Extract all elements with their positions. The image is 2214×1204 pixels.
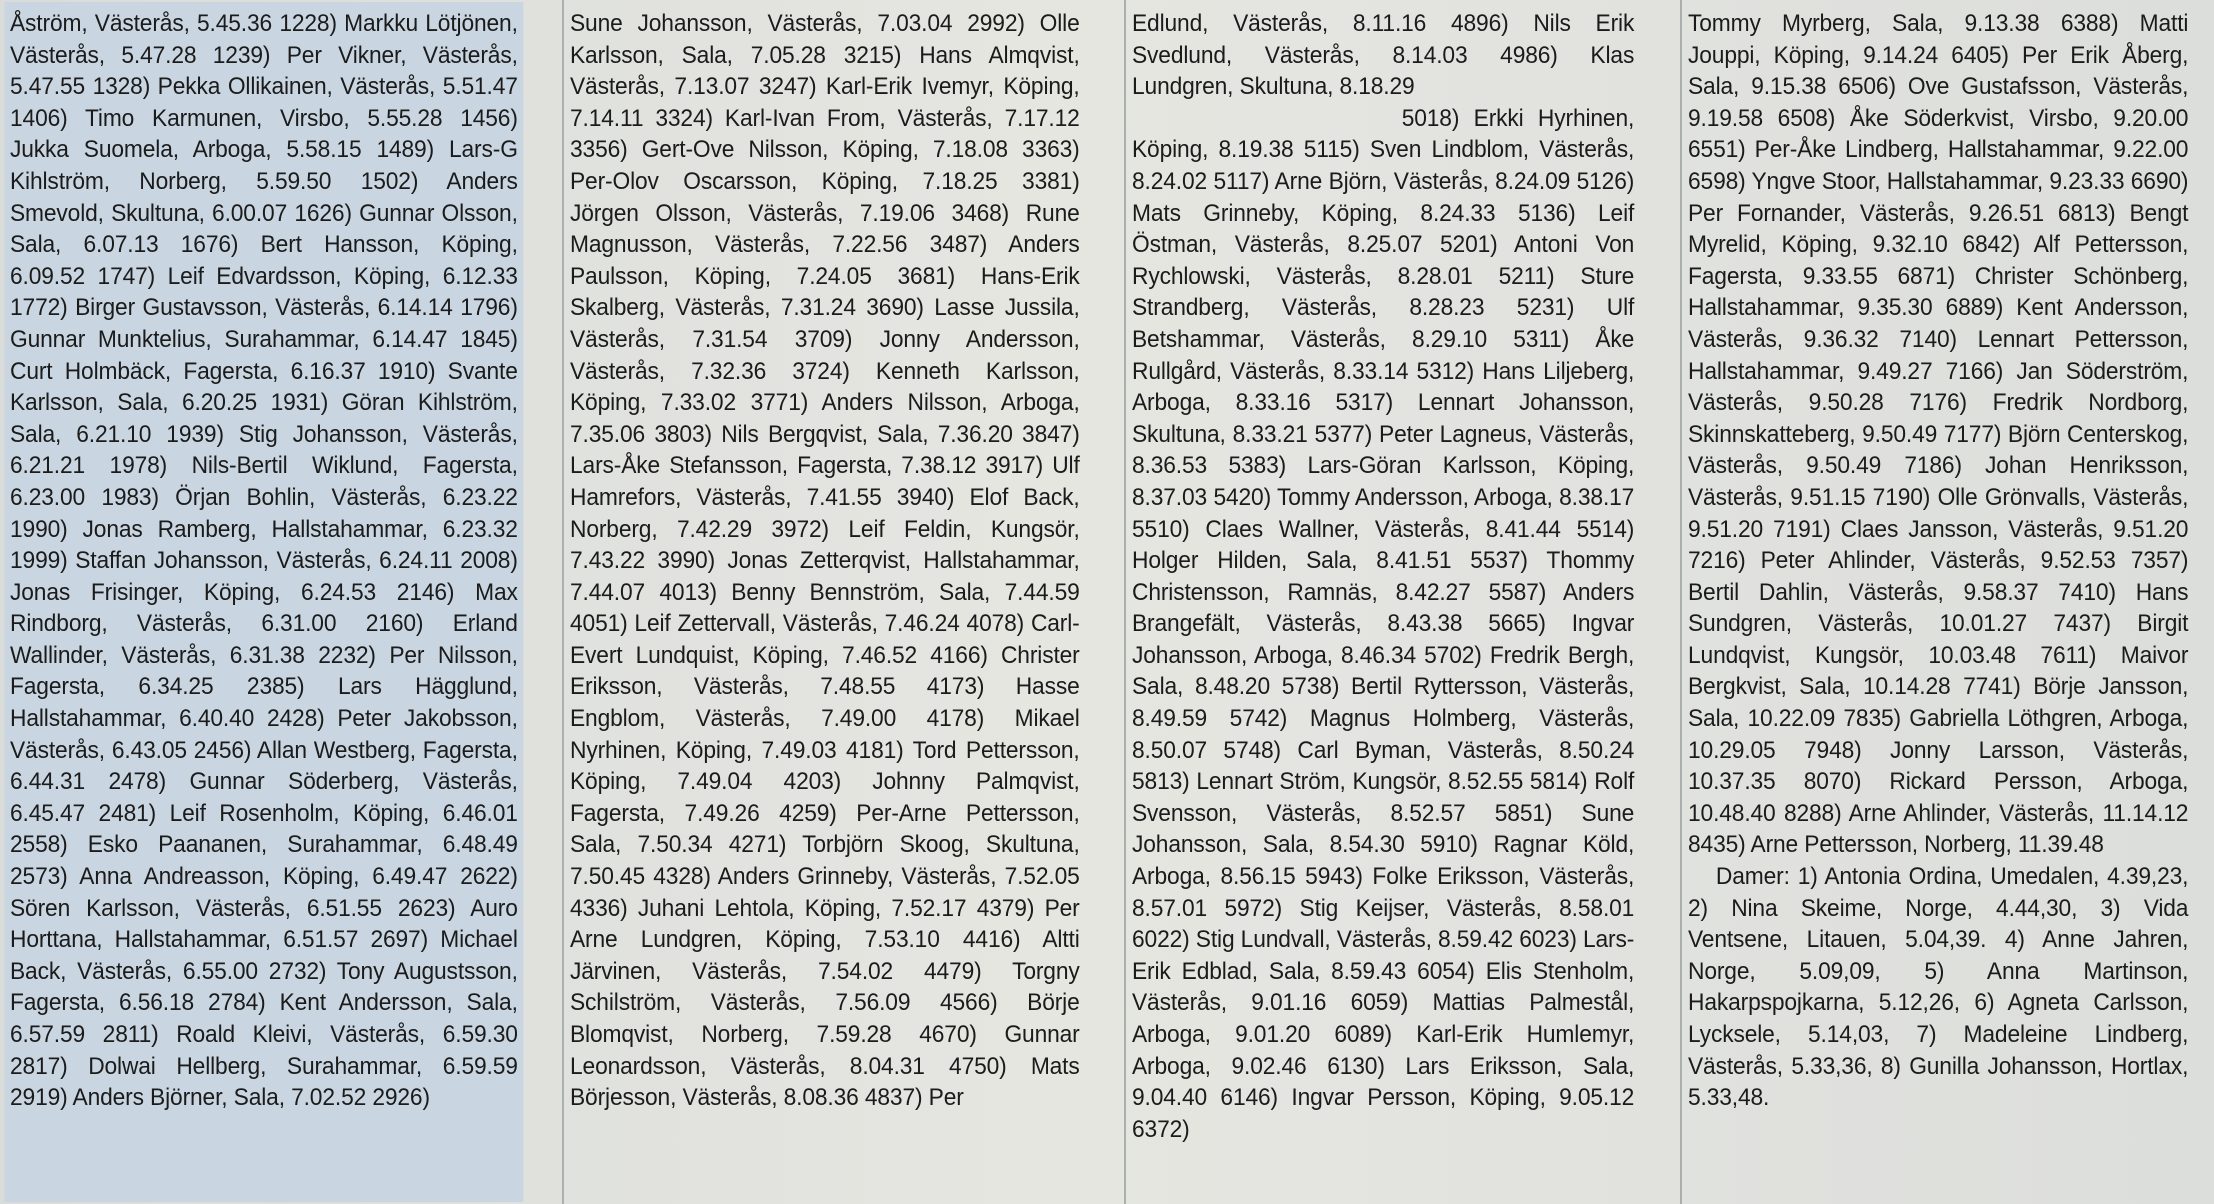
- ladies-results: Damer: 1) Antonia Ordina, Umedalen, 4.39,23, 2) Nina Skeime, Norge, 4.44,30, 3) Vida Ventsene, Litauen, 5.04,39. 4) Anne Jahren, Norge, 5.09,09, 5) Anna Martinson, Hakarpspojkarna, 5.12,26, 6) Agneta Carlsson, Lycksele, 5.14,03, 7) Madeleine Lindberg, Västerås, 5.33,36, 8) Gunilla Johansson, Hortlax, 5.33,48.: [1688, 863, 2189, 1112]
- results-column-3: [1132, 8, 1634, 1196]
- column-divider: [1680, 0, 1682, 1204]
- results-text-2: Sune Johansson, Västerås, 7.03.04 2992) Olle Karlsson, Sala, 7.05.28 3215) Hans Almqvist, Västerås, 7.13.07 3247) Karl-Erik Ivemyr, Köping, 7.14.11 3324) Karl-Ivan From, Västerås, 7.17.12 3356) Gert-Ove Nilsson, Köping, 7.18.08 3363) Per-Olov Oscarsson, Köping, 7.18.25 3381) Jörgen Olsson, Västerås, 7.19.06 3468) Rune Magnusson, Västerås, 7.22.56 3487) Anders Paulsson, Köping, 7.24.05 3681) Hans-Erik Skalberg, Västerås, 7.31.24 3690) Lasse Jussila, Västerås, 7.31.54 3709) Jonny Andersson, Västerås, 7.32.36 3724) Kenneth Karlsson, Köping, 7.33.02 3771) Anders Nilsson, Arboga, 7.35.06 3803) Nils Bergqvist, Sala, 7.36.20 3847) Lars-Åke Stefansson, Fagersta, 7.38.12 3917) Ulf Hamrefors, Västerås, 7.41.55 3940) Elof Back, Norberg, 7.42.29 3972) Leif Feldin, Kungsör, 7.43.22 3990) Jonas Zetterqvist, Hallstahammar, 7.44.07 4013) Benny Bennström, Sala, 7.44.59 4051) Leif Zettervall, Västerås, 7.46.24 4078) Carl-Evert Lundquist, Köping, 7.46.52 4166) Christer Eriksson, Västerås, 7.48.55 4173) Hasse Engblom, Västerås, 7.49.00 4178) Mikael Nyrhinen, Köping, 7.49.03 4181) Tord Pettersson, Köping, 7.49.04 4203) Johnny Palmqvist, Fagersta, 7.49.26 4259) Per-Arne Pettersson, Sala, 7.50.34 4271) Torbjörn Skoog, Skultuna, 7.50.45 4328) Anders Grinneby, Västerås, 7.52.05 4336) Juhani Lehtola, Köping, 7.52.17 4379) Per Arne Lundgren, Köping, 7.53.10 4416) Altti Järvinen, Västerås, 7.54.02 4479) Torgny Schilström, Västerås, 7.56.09 4566) Börje Blomqvist, Norberg, 7.59.28 4670) Gunnar Leonardsson, Västerås, 8.04.31 4750) Mats Börjesson, Västerås, 8.08.36 4837) Per: [570, 10, 1080, 1112]
- results-text-3: 5018) Erkki Hyrhinen, Köping, 8.19.38 5115) Sven Lindblom, Västerås, 8.24.02 5117) Arne Björn, Västerås, 8.24.09 5126) Mats Grinneby, Köping, 8.24.33 5136) Leif Östman, Västerås, 8.25.07 5201) Antoni Von Rychlowski, Västerås, 8.28.01 5211) Sture Strandberg, Västerås, 8.28.23 5231) Ulf Betshammar, Västerås, 8.29.10 5311) Åke Rullgård, Västerås, 8.33.14 5312) Hans Liljeberg, Arboga, 8.33.16 5317) Lennart Johansson, Skultuna, 8.33.21 5377) Peter Lagneus, Västerås, 8.36.53 5383) Lars-Göran Karlsson, Köping, 8.37.03 5420) Tommy Andersson, Arboga, 8.38.17 5510) Claes Wallner, Västerås, 8.41.44 5514) Holger Hilden, Sala, 8.41.51 5537) Thommy Christensson, Ramnäs, 8.42.27 5587) Anders Brangefält, Västerås, 8.43.38 5665) Ingvar Johansson, Arboga, 8.46.34 5702) Fredrik Bergh, Sala, 8.48.20 5738) Bertil Ryttersson, Västerås, 8.49.59 5742) Magnus Holmberg, Västerås, 8.50.07 5748) Carl Byman, Västerås, 8.50.24 5813) Lennart Ström, Kungsör, 8.52.55 5814) Rolf Svensson, Västerås, 8.52.57 5851) Sune Johansson, Sala, 8.54.30 5910) Ragnar Köld, Arboga, 8.56.15 5943) Folke Eriksson, Västerås, 8.57.01 5972) Stig Keijser, Västerås, 8.58.01 6022) Stig Lundvall, Västerås, 8.59.42 6023) Lars-Erik Edblad, Sala, 8.59.43 6054) Elis Stenholm, Västerås, 9.01.16 6059) Mattias Palmestål, Arboga, 9.01.20 6089) Karl-Erik Humlemyr, Arboga, 9.02.46 6130) Lars Eriksson, Sala, 9.04.40 6146) Ingvar Persson, Köping, 9.05.12 6372): [1132, 104, 1635, 1143]
- column-divider: [1124, 0, 1126, 1204]
- results-text-4: Tommy Myrberg, Sala, 9.13.38 6388) Matti Jouppi, Köping, 9.14.24 6405) Per Erik Åberg, Sala, 9.15.38 6506) Ove Gustafsson, Västerås, 9.19.58 6508) Åke Söderkvist, Virsbo, 9.20.00 6551) Per-Åke Lindberg, Hallstahammar, 9.22.00 6598) Yngve Stoor, Hallstahammar, 9.23.33 6690) Per Fornander, Västerås, 9.26.51 6813) Bengt Myrelid, Köping, 9.32.10 6842) Alf Pettersson, Fagersta, 9.33.55 6871) Christer Schönberg, Hallstahammar, 9.35.30 6889) Kent Andersson, Västerås, 9.36.32 7140) Lennart Pettersson, Hallstahammar, 9.49.27 7166) Jan Söderström, Västerås, 9.50.28 7176) Fredrik Nordborg, Skinnskatteberg, 9.50.49 7177) Björn Centerskog, Västerås, 9.50.49 7186) Johan Henriksson, Västerås, 9.51.15 7190) Olle Grönvalls, Västerås, 9.51.20 7191) Claes Jansson, Västerås, 9.51.20 7216) Peter Ahlinder, Västerås, 9.52.53 7357) Bertil Dahlin, Västerås, 9.58.37 7410) Hans Sundgren, Västerås, 10.01.27 7437) Birgit Lundqvist, Kungsör, 10.03.48 7611) Maivor Bergkvist, Sala, 10.14.28 7741) Börje Jansson, Sala, 10.22.09 7835) Gabriella Löthgren, Arboga, 10.29.05 7948) Jonny Larsson, Västerås, 10.37.35 8070) Rickard Persson, Arboga, 10.48.40 8288) Arne Ahlinder, Västerås, 11.14.12 8435) Arne Pettersson, Norberg, 11.39.48: [1688, 10, 2189, 859]
- column-divider: [562, 0, 564, 1204]
- results-text-3-top: Edlund, Västerås, 8.11.16 4896) Nils Erik Svedlund, Västerås, 8.14.03 4986) Klas Lundgren, Skultuna, 8.18.29: [1132, 10, 1635, 101]
- results-column-2: [570, 8, 1080, 1196]
- results-column-4: [1688, 8, 2188, 1196]
- results-column-1: [10, 8, 518, 1196]
- results-text-1: Åström, Västerås, 5.45.36 1228) Markku Lötjönen, Västerås, 5.47.28 1239) Per Vikner, Västerås, 5.47.55 1328) Pekka Ollikainen, Västerås, 5.51.47 1406) Timo Karmunen, Virsbo, 5.55.28 1456) Jukka Suomela, Arboga, 5.58.15 1489) Lars-G Kihlström, Norberg, 5.59.50 1502) Anders Smevold, Skultuna, 6.00.07 1626) Gunnar Olsson, Sala, 6.07.13 1676) Bert Hansson, Köping, 6.09.52 1747) Leif Edvardsson, Köping, 6.12.33 1772) Birger Gustavsson, Västerås, 6.14.14 1796) Gunnar Munktelius, Surahammar, 6.14.47 1845) Curt Holmbäck, Fagersta, 6.16.37 1910) Svante Karlsson, Sala, 6.20.25 1931) Göran Kihlström, Sala, 6.21.10 1939) Stig Johansson, Västerås, 6.21.21 1978) Nils-Bertil Wiklund, Fagersta, 6.23.00 1983) Örjan Bohlin, Västerås, 6.23.22 1990) Jonas Ramberg, Hallstahammar, 6.23.32 1999) Staffan Johansson, Västerås, 6.24.11 2008) Jonas Frisinger, Köping, 6.24.53 2146) Max Rindborg, Västerås, 6.31.00 2160) Erland Wallinder, Västerås, 6.31.38 2232) Per Nilsson, Fagersta, 6.34.25 2385) Lars Hägglund, Hallstahammar, 6.40.40 2428) Peter Jakobsson, Västerås, 6.43.05 2456) Allan Westberg, Fagersta, 6.44.31 2478) Gunnar Söderberg, Västerås, 6.45.47 2481) Leif Rosenholm, Köping, 6.46.01 2558) Esko Paananen, Surahammar, 6.48.49 2573) Anna Andreasson, Köping, 6.49.47 2622) Sören Karlsson, Västerås, 6.51.55 2623) Auro Horttana, Hallstahammar, 6.51.57 2697) Michael Back, Västerås, 6.55.00 2732) Tony Augustsson, Fagersta, 6.56.18 2784) Kent Andersson, Sala, 6.57.59 2811) Roald Kleivi, Västerås, 6.59.30 2817) Dolwai Hellberg, Surahammar, 6.59.59 2919) Anders Björner, Sala, 7.02.52 2926): [10, 10, 518, 1112]
